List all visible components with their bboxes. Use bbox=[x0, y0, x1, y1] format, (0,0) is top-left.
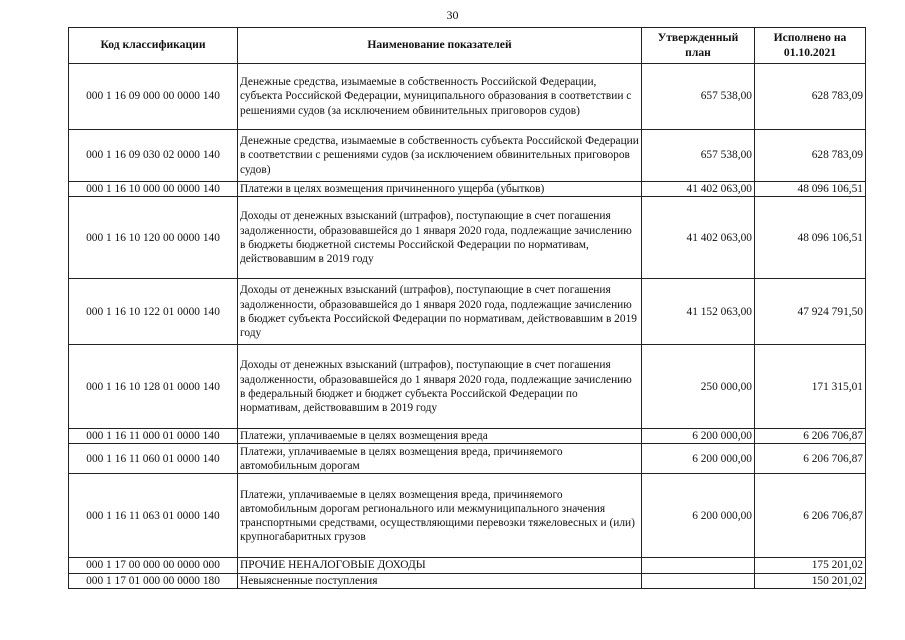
row-code: 000 1 16 11 000 01 0000 140 bbox=[69, 429, 238, 444]
table-row bbox=[69, 64, 866, 130]
row-plan: 657 538,00 bbox=[642, 64, 755, 130]
table-row bbox=[69, 279, 866, 345]
row-done: 628 783,09 bbox=[755, 130, 866, 182]
budget-table bbox=[68, 27, 866, 589]
page-number: 30 bbox=[446, 8, 459, 22]
row-name: Платежи в целях возмещения причиненного ущерба (убытков) bbox=[238, 182, 642, 197]
row-plan: 6 200 000,00 bbox=[642, 474, 755, 558]
row-done: 6 206 706,87 bbox=[755, 474, 866, 558]
row-plan bbox=[642, 573, 755, 588]
table-row bbox=[69, 345, 866, 429]
header-code: Код классификации bbox=[69, 28, 238, 64]
row-done: 171 315,01 bbox=[755, 345, 866, 429]
row-done: 48 096 106,51 bbox=[755, 182, 866, 197]
row-done: 6 206 706,87 bbox=[755, 429, 866, 444]
table-row bbox=[69, 573, 866, 588]
row-plan bbox=[642, 558, 755, 573]
row-code: 000 1 16 09 000 00 0000 140 bbox=[69, 64, 238, 130]
row-plan: 41 402 063,00 bbox=[642, 182, 755, 197]
row-code: 000 1 16 10 122 01 0000 140 bbox=[69, 279, 238, 345]
table-row bbox=[69, 474, 866, 558]
row-done: 175 201,02 bbox=[755, 558, 866, 573]
row-name: Платежи, уплачиваемые в целях возмещения вреда, причиняемого автомобильным дорогам bbox=[238, 444, 642, 474]
row-done: 150 201,02 bbox=[755, 573, 866, 588]
row-plan: 250 000,00 bbox=[642, 345, 755, 429]
row-name: ПРОЧИЕ НЕНАЛОГОВЫЕ ДОХОДЫ bbox=[238, 558, 642, 573]
row-code: 000 1 16 09 030 02 0000 140 bbox=[69, 130, 238, 182]
header-done: Исполнено на 01.10.2021 bbox=[755, 28, 866, 64]
header-name: Наименование показателей bbox=[238, 28, 642, 64]
table-row bbox=[69, 558, 866, 573]
row-code: 000 1 17 01 000 00 0000 180 bbox=[69, 573, 238, 588]
row-name: Доходы от денежных взысканий (штрафов), поступающие в счет погашения задолженности, образовавшейся до 1 января 2020 года, подлежащие зачислению в федеральный бюджет и бюджет субъекта Российской Федерации по нормативам, действовавшим в 2019 году bbox=[238, 345, 642, 429]
row-done: 48 096 106,51 bbox=[755, 197, 866, 279]
table-row bbox=[69, 429, 866, 444]
row-plan: 657 538,00 bbox=[642, 130, 755, 182]
row-done: 47 924 791,50 bbox=[755, 279, 866, 345]
row-plan: 6 200 000,00 bbox=[642, 444, 755, 474]
row-name: Доходы от денежных взысканий (штрафов), поступающие в счет погашения задолженности, образовавшейся до 1 января 2020 года, подлежащие зачислению в бюджет субъекта Российской Федерации по нормативам, действовавшим в 2019 году bbox=[238, 279, 642, 345]
row-name: Доходы от денежных взысканий (штрафов), поступающие в счет погашения задолженности, образовавшейся до 1 января 2020 года, подлежащие зачислению в бюджеты бюджетной системы Российской Федерации по нормативам, действовавшим в 2019 году bbox=[238, 197, 642, 279]
table-row bbox=[69, 130, 866, 182]
row-plan: 41 152 063,00 bbox=[642, 279, 755, 345]
row-name: Денежные средства, изымаемые в собственность Российской Федерации, субъекта Российской Федерации, муниципального образования в соответствии с решениями судов (за исключением обвинительных приговоров судов) bbox=[238, 64, 642, 130]
row-name: Невыясненные поступления bbox=[238, 573, 642, 588]
row-code: 000 1 16 11 060 01 0000 140 bbox=[69, 444, 238, 474]
row-plan: 41 402 063,00 bbox=[642, 197, 755, 279]
table-row bbox=[69, 197, 866, 279]
table-row bbox=[69, 444, 866, 474]
row-name: Денежные средства, изымаемые в собственность субъекта Российской Федерации в соответствии с решениями судов (за исключением обвинительных приговоров судов) bbox=[238, 130, 642, 182]
table-header-row bbox=[69, 28, 866, 64]
row-plan: 6 200 000,00 bbox=[642, 429, 755, 444]
row-code: 000 1 17 00 000 00 0000 000 bbox=[69, 558, 238, 573]
row-done: 628 783,09 bbox=[755, 64, 866, 130]
header-plan: Утвержденный план bbox=[642, 28, 755, 64]
row-code: 000 1 16 11 063 01 0000 140 bbox=[69, 474, 238, 558]
row-code: 000 1 16 10 120 00 0000 140 bbox=[69, 197, 238, 279]
table-row bbox=[69, 182, 866, 197]
row-done: 6 206 706,87 bbox=[755, 444, 866, 474]
row-code: 000 1 16 10 128 01 0000 140 bbox=[69, 345, 238, 429]
row-name: Платежи, уплачиваемые в целях возмещения вреда bbox=[238, 429, 642, 444]
row-name: Платежи, уплачиваемые в целях возмещения вреда, причиняемого автомобильным дорогам регионального или межмуниципального значения транспортными средствами, осуществляющими перевозки тяжеловесных и (или) крупногабаритных грузов bbox=[238, 474, 642, 558]
row-code: 000 1 16 10 000 00 0000 140 bbox=[69, 182, 238, 197]
